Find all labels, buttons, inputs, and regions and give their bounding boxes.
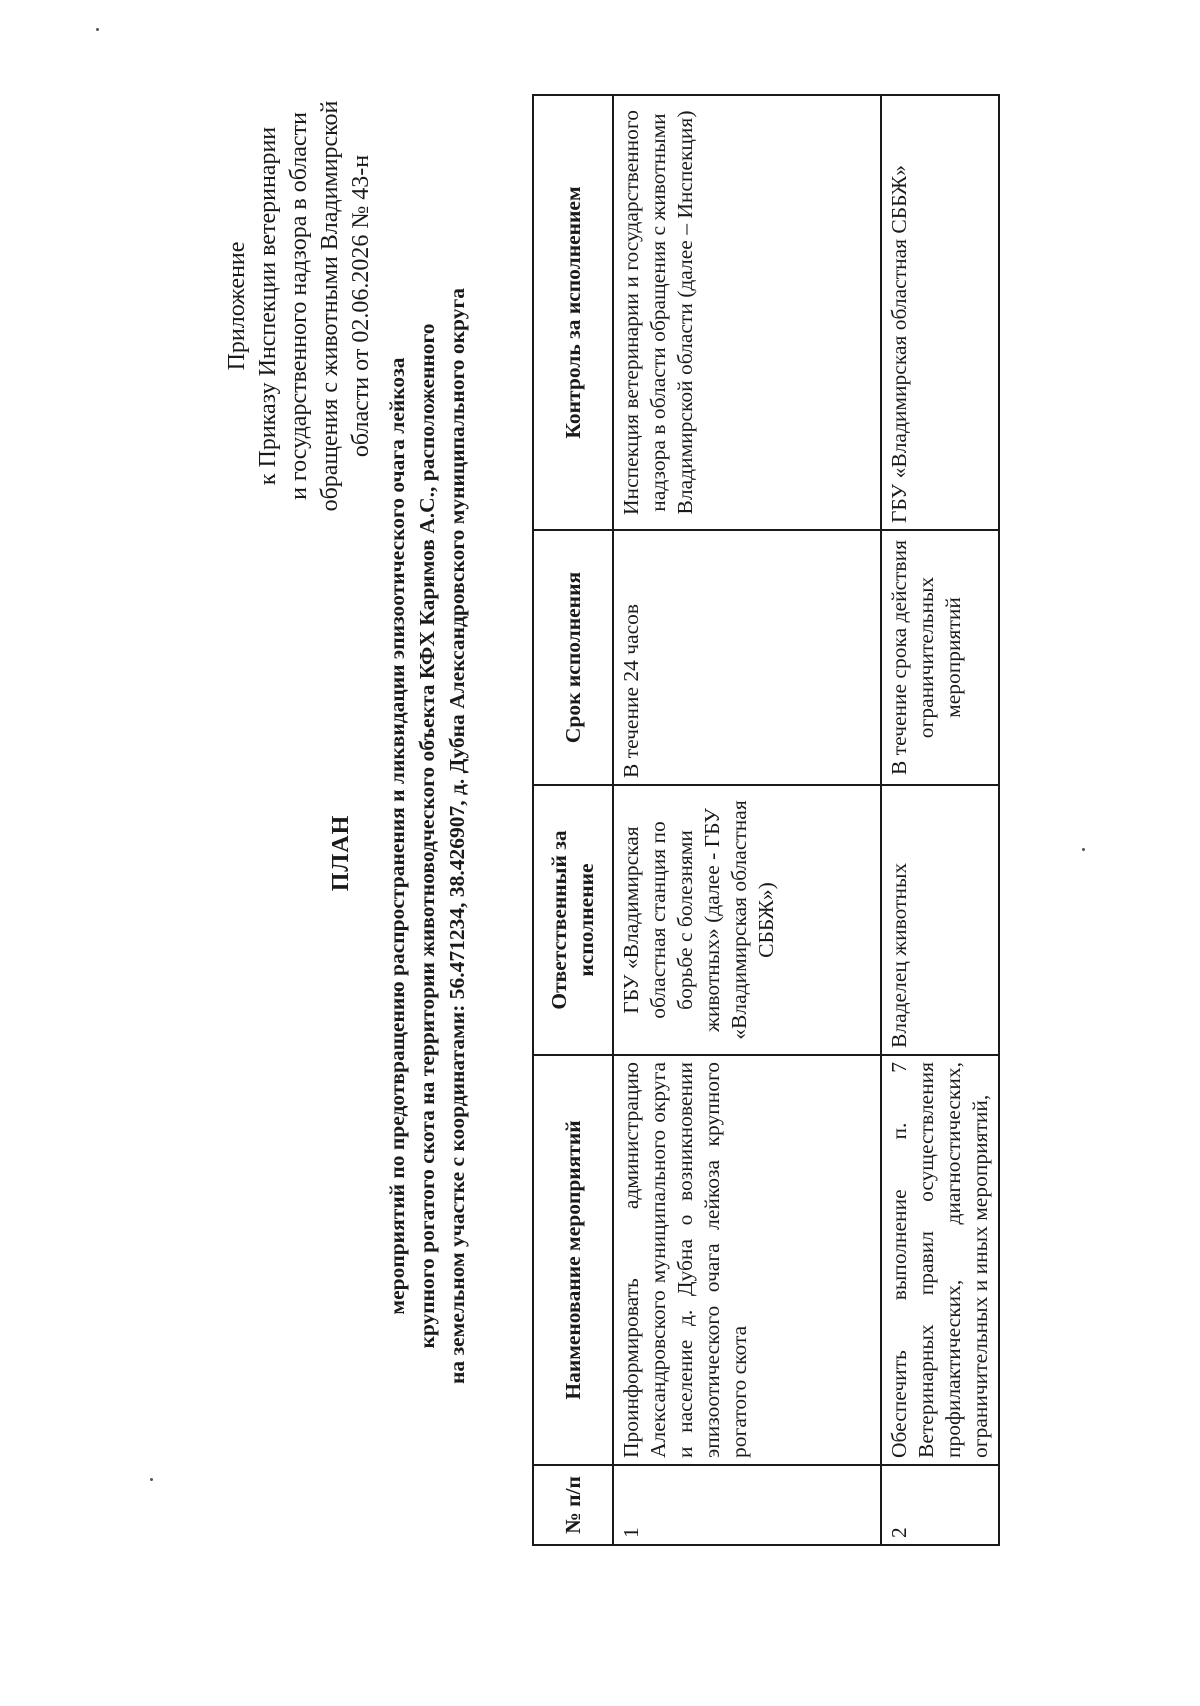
plan-description-line: на земельном участке с координатами: 56.471234, 38.426907, д. Дубна Александровского муниципального округа bbox=[445, 288, 469, 1385]
plan-description bbox=[382, 156, 472, 1516]
column-header-name: Наименование мероприятий bbox=[533, 1055, 613, 1465]
header-line: области от 02.06.2026 № 43-н bbox=[348, 154, 374, 458]
row-responsible: Владелец животных bbox=[881, 785, 999, 1055]
row-name: Проинформировать администрацию Александровского муниципального округа и население д. Дубна о возникновении эпизоотического очага лейкоза крупного рогатого скота bbox=[613, 1055, 881, 1465]
scan-speck bbox=[1082, 848, 1085, 851]
row-responsible: ГБУ «Владимирская областная станция по борьбе с болезнями животных» (далее - ГБУ «Владимирская областная СББЖ») bbox=[613, 785, 881, 1055]
column-header-number: № п/п bbox=[533, 1465, 613, 1545]
column-header-responsible: Ответственный за исполнение bbox=[533, 785, 613, 1055]
scan-speck bbox=[150, 1478, 153, 1481]
row-number: 1 bbox=[613, 1465, 881, 1545]
plan-description-line: мероприятий по предотвращению распространения и ликвидации эпизоотического очага лейкоза bbox=[385, 357, 409, 1315]
scan-speck bbox=[96, 28, 99, 31]
row-deadline: В течение 24 часов bbox=[613, 530, 881, 785]
header-line: к Приказу Инспекции ветеринарии bbox=[255, 126, 281, 486]
column-header-deadline: Срок исполнения bbox=[533, 530, 613, 785]
header-line: обращения с животными Владимирской bbox=[317, 100, 343, 512]
row-deadline: В течение срока действия ограничительных мероприятий bbox=[881, 530, 999, 785]
plan-description-line: крупного рогатого скота на территории животноводческого объекта КФХ Каримов А.С., расположенного bbox=[415, 323, 439, 1349]
header-line: Приложение bbox=[224, 241, 250, 371]
table-header-row bbox=[533, 95, 613, 1545]
column-header-control: Контроль за исполнением bbox=[533, 95, 613, 530]
row-number: 2 bbox=[881, 1465, 999, 1545]
table-row bbox=[613, 95, 881, 1545]
plan-title: ПЛАН bbox=[328, 814, 354, 892]
row-control: Инспекция ветеринарии и государственного надзора в области обращения с животными Владимирской области (далее – Инспекция) bbox=[613, 95, 881, 530]
table-row bbox=[881, 95, 999, 1545]
row-control: ГБУ «Владимирская областная СББЖ» bbox=[881, 95, 999, 530]
header-line: и государственного надзора в области bbox=[286, 112, 312, 500]
plan-table bbox=[532, 94, 1000, 1546]
row-name: Обеспечить выполнение п. 7 Ветеринарных правил осуществления профилактических, диагностических, ограничительных и иных мероприятий, bbox=[881, 1055, 999, 1465]
